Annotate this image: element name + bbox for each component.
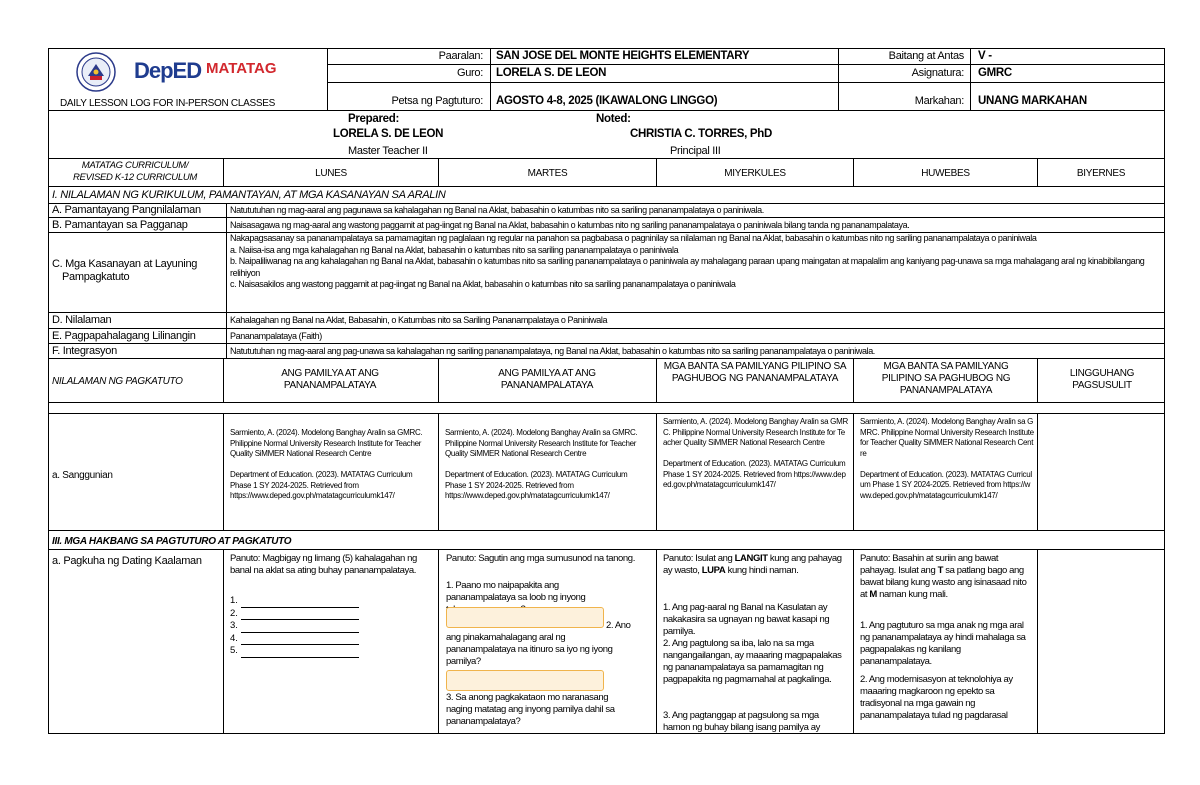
section3-title: III. MGA HAKBANG SA PAGTUTURO AT PAGKATUTO	[52, 536, 292, 547]
miyerkules-panuto: Panuto:	[663, 553, 693, 564]
deped-logo-text: DepED	[134, 58, 202, 83]
nilalaman-martes: ANG PAMILYA AT ANG PANANAMPALATAYA	[498, 368, 596, 391]
day-huwebes: HUWEBES	[921, 168, 970, 179]
answer-line[interactable]: 5.	[230, 645, 430, 658]
answer-line[interactable]: 1.	[230, 595, 430, 608]
pamantayang-pangnilalaman-text: Natututuhan ng mag-aaral ang pagunawa sa kahalagahan ng Banal na Aklat, babasahin o katumbas nito sa sariling pananampalataya o paniniwala.	[230, 205, 764, 215]
huwebes-instruction-b: sa patlang bago ang bawat bilang kung wasto ang isinasaad nito at	[860, 565, 1027, 600]
nilalaman-lunes: ANG PAMILYA AT ANG PANANAMPALATAYA	[281, 368, 379, 391]
pamantayan-pagganap-text: Naisasagawa ng mag-aaral ang wastong paggamit at pag-iingat ng Banal na Aklat, babasahin o katumbas nito ng sariling pananampalataya o paniniwala bilang tanda ng pananampalataya.	[230, 220, 910, 230]
kasanayan-label-line1: C. Mga Kasanayan at Layuning	[52, 258, 198, 270]
nilalaman-huwebes: MGA BANTA SA PAMILYANG PILIPINO SA PAGHUBOG NG PANANAMPALATAYA	[881, 361, 1011, 396]
martes-question-2: 2. Ano ang pinakamahalagang aral ng pananampalataya na itinuro sa iyo ng iyong pamilya?	[446, 620, 631, 667]
paaralan-label: Paaralan:	[438, 50, 483, 62]
daily-lesson-log-title: DAILY LESSON LOG FOR IN-PERSON CLASSES	[60, 98, 275, 109]
lunes-panuto: Panuto:	[230, 553, 260, 564]
noted-label: Noted:	[596, 113, 631, 125]
pagpapahalaga-label: E. Pagpapahalagang Lilinangin	[52, 330, 196, 342]
huwebes-panuto: Panuto:	[860, 553, 890, 564]
curriculum-line2: REVISED K-12 CURRICULUM	[72, 172, 197, 183]
day-biyernes: BIYERNES	[1076, 168, 1126, 179]
prepared-name: LORELA S. DE LEON	[333, 128, 444, 140]
integrasyon-label: F. Integrasyon	[52, 345, 117, 357]
sanggunian-huwebes: Sarmiento, A. (2024). Modelong Banghay Aralin sa GMRC. Philippine Normal University Research Institute for Teacher Quality SiMMER National Research Centre Department of Education. (2023). MATATAG Curriculum Phase 1 SY 2024-2025. Retrieved from https://www.deped.gov.ph/matatagcurriculumk147/	[860, 417, 1034, 500]
t-keyword: T	[937, 565, 943, 576]
guro-value: LORELA S. DE LEON	[496, 67, 607, 79]
day-lunes: LUNES	[315, 168, 347, 179]
baitang-value: V -	[978, 50, 992, 62]
miyerkules-instruction-b: kung ang pahayag ay wasto,	[663, 553, 842, 576]
huwebes-item-1: 1. Ang pagtuturo sa mga anak ng mga aral ng pananampalataya ay hindi mahalaga sa pagpapalakas ng kanilang pananampalataya.	[860, 620, 1026, 667]
huwebes-activity	[860, 553, 1032, 601]
nilalaman-label: D. Nilalaman	[52, 314, 112, 326]
huwebes-item-2: 2. Ang modernisasyon at teknolohiya ay maaaring magkaroon ng epekto sa tradisyonal na mga gawain ng pananampalataya tulad ng pagdarasal	[860, 674, 1013, 721]
m-keyword: M	[869, 589, 877, 600]
martes-panuto: Panuto:	[446, 553, 476, 564]
nilalaman-pagkatuto-label: NILALAMAN NG PAGKATUTO	[52, 376, 183, 387]
lunes-answer-lines	[230, 595, 430, 658]
nilalaman-miyerkules: MGA BANTA SA PAMILYANG PILIPINO SA PAGHUBOG NG PANANAMPALATAYA	[663, 361, 847, 384]
answer-line[interactable]: 2.	[230, 608, 430, 621]
prepared-label: Prepared:	[348, 113, 399, 125]
day-miyerkules: MIYERKULES	[724, 168, 786, 179]
deped-logo	[134, 58, 202, 88]
huwebes-instruction-a: Basahin at suriin ang bawat pahayag. Isulat ang	[860, 553, 999, 576]
pamantayang-pangnilalaman-label: A. Pamantayang Pangnilalaman	[52, 204, 201, 216]
deped-seal-logo	[76, 52, 116, 92]
kasanayan-text: Nakapagsasanay sa pananampalataya sa pamamagitan ng paglalaan ng regular na panahon sa pagbabasa o pagninilay sa nilalaman ng Banal na Aklat, babasahin o katumbas nito ng sariling pananampalataya o paniniwala a. Naiisa-isa ang mga kahalagahan ng Banal na Aklat, babasahin o katumbas nito sa sariling pananampalataya o paniniwala b. Naipaliliwanag na ang kahalagahan ng Banal na Aklat, babasahin o katumbas nito sa sariling pananampalataya o paniniwala ay mahalagang paraan upang maingatan at mapalalim ang kaniyang pag-unawa sa mga mahalagang aral ng kinabibilangang relihiyon c. Naisasakilos ang wastong paggamit at pag-iingat ng Banal na Aklat, babasahin o katumbas nito sa sariling pananampalataya o paniniwala	[230, 233, 1145, 289]
nilalaman-text: Kahalagahan ng Banal na Aklat, Babasahin, o Katumbas nito sa Sariling Pananampalataya o Paniniwala	[230, 315, 608, 325]
petsa-label: Petsa ng Pagtuturo:	[391, 95, 483, 107]
martes-activity	[446, 553, 646, 565]
miyerkules-instruction-c: kung hindi naman.	[727, 565, 799, 576]
lunes-activity	[230, 553, 430, 577]
miyerkules-item-3: 3. Ang pagtanggap at pagsulong sa mga hamon ng buhay bilang isang pamilya ay	[663, 710, 820, 733]
matatag-logo	[206, 60, 286, 84]
martes-question-3: 3. Sa anong pagkakataon mo naranasang naging matatag ang inyong pamilya dahil sa pananampalataya?	[446, 692, 615, 727]
kasanayan-label-line2: Pampagkatuto	[62, 271, 130, 283]
miyerkules-instruction-a: Isulat ang	[695, 553, 733, 564]
noted-title: Principal III	[670, 145, 721, 157]
baitang-label: Baitang at Antas	[888, 50, 964, 62]
prepared-title: Master Teacher II	[348, 145, 428, 157]
pagkuha-label: a. Pagkuha ng Dating Kaalaman	[52, 555, 202, 567]
guro-label: Guro:	[456, 67, 483, 79]
integrasyon-text: Natututuhan ng mag-aaral ang pag-unawa sa kahalagahan ng sariling pananampalataya, ng Banal na Aklat, babasahin o katumbas nito sa sariling pananampalataya o paniniwala.	[230, 346, 875, 356]
martes-question-1: 1. Paano mo naipapakita ang pananampalataya sa loob ng inyong	[446, 580, 586, 603]
martes-answer-field-2[interactable]	[446, 670, 604, 691]
asignatura-label: Asignatura:	[911, 67, 964, 79]
day-martes: MARTES	[527, 168, 568, 179]
sanggunian-lunes: Sarmiento, A. (2024). Modelong Banghay Aralin sa GMRC. Philippine Normal University Research Institute for Teacher Quality SiMMER National Research Centre Department of Education. (2023). MATATAG Curriculum Phase 1 SY 2024-2025. Retrieved from https://www.deped.gov.ph/matatagcurriculumk147/	[230, 428, 423, 500]
markahan-value: UNANG MARKAHAN	[978, 95, 1087, 107]
asignatura-value: GMRC	[978, 67, 1012, 79]
paaralan-value: SAN JOSE DEL MONTE HEIGHTS ELEMENTARY	[496, 50, 750, 62]
pagpapahalaga-text: Pananampalataya (Faith)	[230, 331, 322, 341]
petsa-value: AGOSTO 4-8, 2025 (IKAWALONG LINGGO)	[496, 95, 718, 107]
noted-name: CHRISTIA C. TORRES, PhD	[630, 128, 772, 140]
sanggunian-miyerkules: Sarmiento, A. (2024). Modelong Banghay Aralin sa GMRC. Philippine Normal University Research Institute for Teacher Quality SiMMER National Research Centre Department of Education. (2023). MATATAG Curriculum Phase 1 SY 2024-2025. Retrieved from https://www.deped.gov.ph/matatagcurriculumk147/	[663, 417, 848, 489]
answer-line[interactable]: 3.	[230, 620, 430, 633]
langit-keyword: LANGIT	[734, 553, 768, 564]
curriculum-line1: MATATAG CURRICULUM/	[81, 160, 189, 171]
matatag-logo-text: MATATAG	[206, 60, 277, 77]
section1-title: I. NILALAMAN NG KURIKULUM, PAMANTAYAN, AT MGA KASANAYAN SA ARALIN	[52, 189, 446, 201]
martes-instruction: Sagutin ang mga sumusunod na tanong.	[478, 553, 635, 564]
markahan-label: Markahan:	[914, 95, 964, 107]
curriculum-label	[50, 160, 220, 186]
miyerkules-item-2: 2. Ang pagtulong sa iba, lalo na sa mga nangangailangan, ay maaaring magpapalakas ng pananampalataya sa pamamagitan ng pagpapakita ng pagmamahal at pagkalinga.	[663, 638, 842, 685]
kasanayan-label	[52, 258, 222, 284]
huwebes-instruction-c: naman kung mali.	[879, 589, 948, 600]
miyerkules-item-1: 1. Ang pag-aaral ng Banal na Kasulatan ay nakakasira sa ugnayan ng bawat kasapi ng pamilya.	[663, 602, 830, 637]
pamantayan-pagganap-label: B. Pamantayan sa Pagganap	[52, 219, 188, 231]
nilalaman-biyernes: LINGGUHANG PAGSUSULIT	[1069, 368, 1135, 391]
lunes-instruction: Magbigay ng limang (5) kahalagahan ng banal na aklat sa ating buhay pananampalataya.	[230, 553, 417, 576]
lupa-keyword: LUPA	[701, 565, 726, 576]
sanggunian-martes: Sarmiento, A. (2024). Modelong Banghay Aralin sa GMRC. Philippine Normal University Research Institute for Teacher Quality SiMMER National Research Centre Department of Education. (2023). MATATAG Curriculum Phase 1 SY 2024-2025. Retrieved from https://www.deped.gov.ph/matatagcurriculumk147/	[445, 428, 638, 500]
sanggunian-label: a. Sanggunian	[52, 470, 113, 481]
answer-line[interactable]: 4.	[230, 633, 430, 646]
miyerkules-activity	[663, 553, 843, 577]
